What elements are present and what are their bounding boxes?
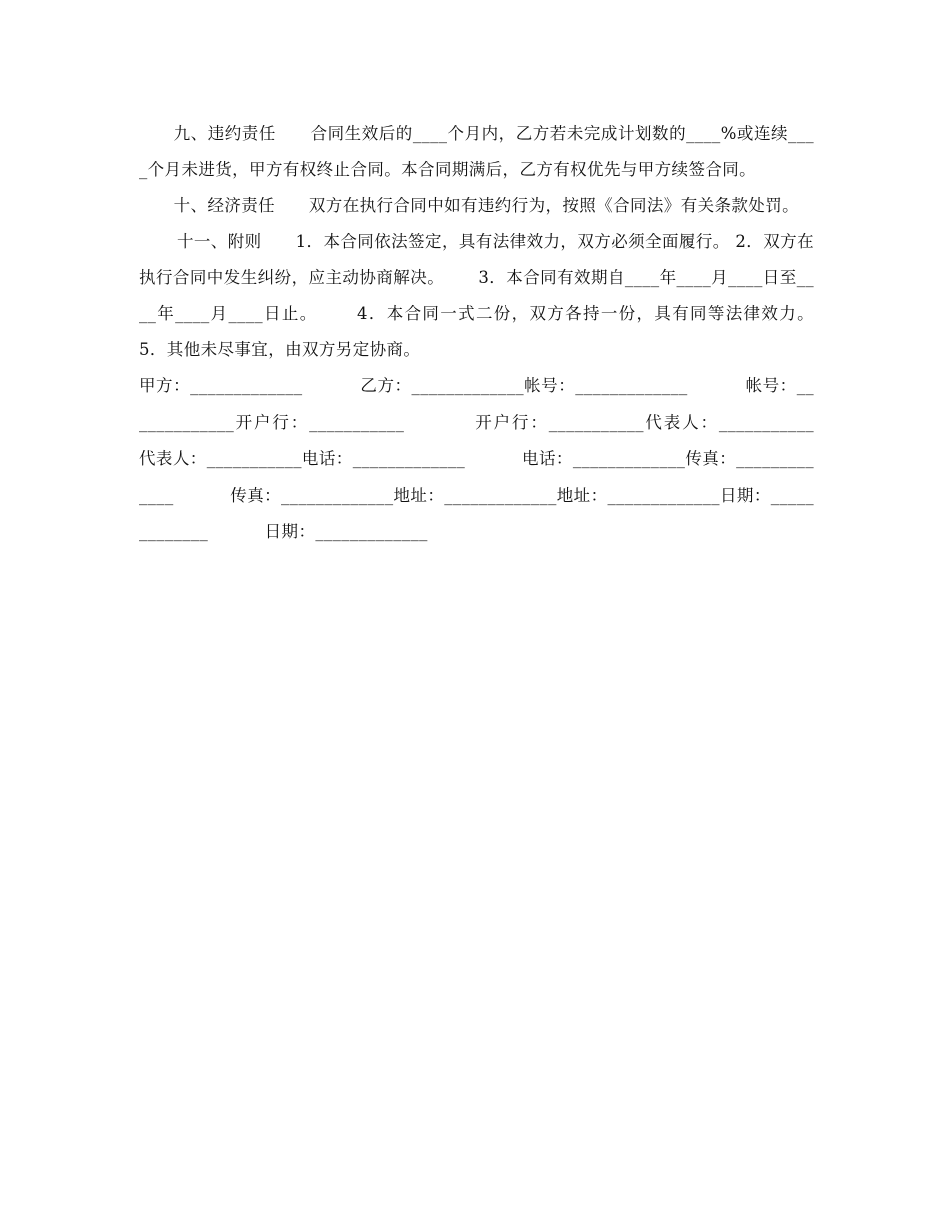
clause-11-supplementary-provisions: 十一、附则 1．本合同依法签定，具有法律效力，双方必须全面履行。 2．双方在执行合同中发生纠纷，应主动协商解决。 3．本合同有效期自____年____月____日至____年____月____日止。 4．本合同一式二份，双方各持一份，具有同等法律效力。 5．其他未尽事宜，由双方另定协商。 [139, 232, 848, 359]
clause-10-economic-liability: 十、经济责任 双方在执行合同中如有违约行为，按照《合同法》有关条款处罚。 [173, 196, 800, 215]
document-body [139, 116, 871, 551]
clause-9-breach-liability: 九、违约责任 合同生效后的____个月内，乙方若未完成计划数的____%或连续____个月未进货，甲方有权终止合同。本合同期满后，乙方有权优先与甲方续签合同。 [139, 124, 814, 179]
signature-block: 甲方：_____________ 乙方：_____________帐号：_____________ 帐号：_____________开户行：___________ 开户行：___________代表人：___________ 代表人：___________电话：_____________ 电话：_____________传真：_____________ 传真：_____________地址：_____________地址：_____________日期：_____________ 日期：_____________ [139, 376, 871, 541]
